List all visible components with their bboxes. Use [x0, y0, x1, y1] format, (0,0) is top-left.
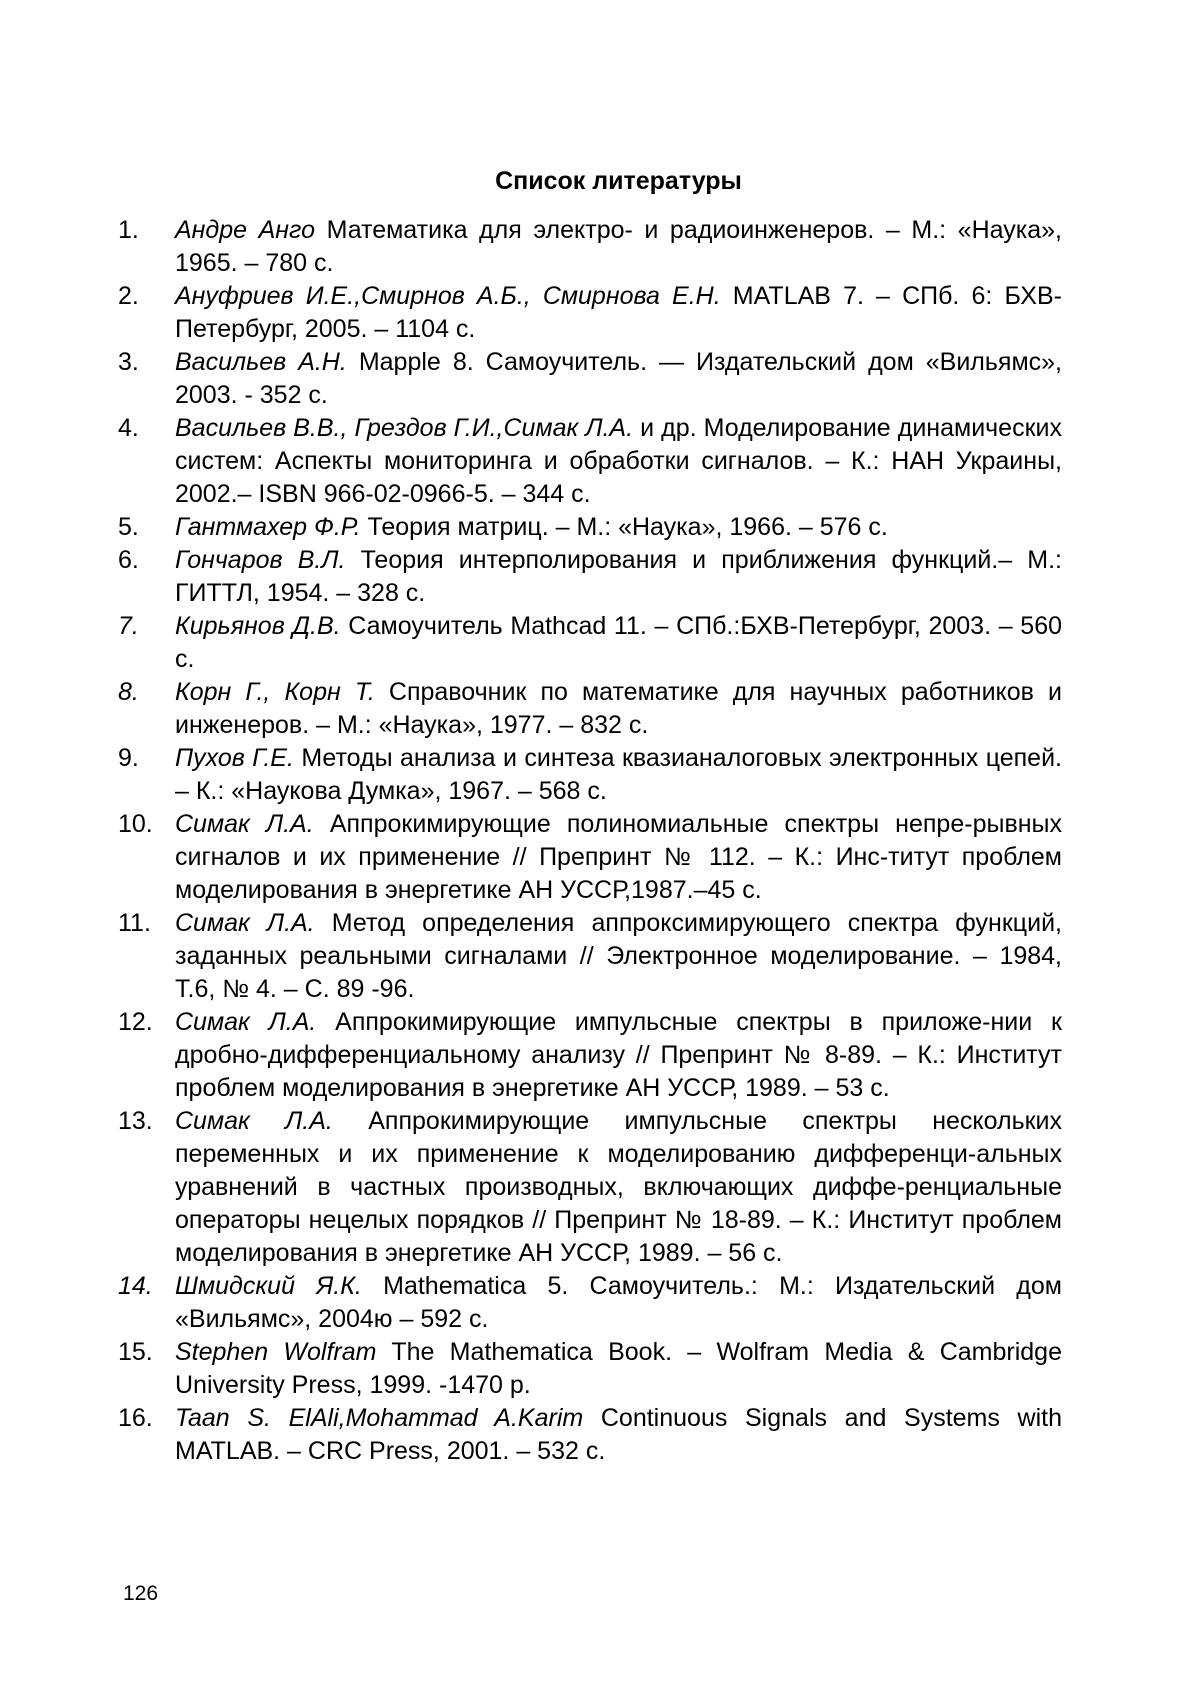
reference-text: и др. Моделирование динамических систем: Аспекты мониторинга и обработки сигналов. – К.: НАН Украины, 2002.– ISBN 966-02-0966-5. – 344 с. [175, 414, 1062, 508]
reference-number: 1. [118, 214, 139, 247]
reference-text: Continuous Signals and Systems with MATLAB. – CRC Press, 2001. – 532 с. [175, 1404, 1062, 1465]
reference-item [118, 610, 1062, 676]
reference-item [118, 907, 1062, 1006]
reference-authors: Гантмахер Ф.Р. [175, 513, 361, 541]
reference-number: 10. [118, 808, 153, 841]
reference-item [118, 742, 1062, 808]
reference-authors: Stephen Wolfram [175, 1338, 376, 1366]
reference-text: Mapple 8. Самоучитель. — Издательский дом «Вильямс», 2003. - 352 с. [175, 348, 1062, 409]
reference-authors: Шмидский Я.К. [175, 1272, 362, 1300]
reference-item [118, 1336, 1062, 1402]
reference-authors: Симак Л.А. [175, 810, 314, 838]
reference-item [118, 544, 1062, 610]
reference-number: 16. [118, 1402, 153, 1435]
reference-item [118, 1402, 1062, 1468]
reference-text: Аппрокимирующие импульсные спектры в приложе-нии к дробно-дифференциальному анализу // Препринт № 8-89. – К.: Институт проблем моделирования в энергетике АН УССР, 1989. – 53 с. [175, 1008, 1062, 1102]
reference-authors: Пухов Г.Е. [175, 744, 294, 772]
reference-authors: Кирьянов Д.В. [175, 612, 341, 640]
reference-authors: Васильев В.В., Грездов Г.И.,Симак Л.А. [175, 414, 633, 442]
reference-authors: Симак Л.А. [175, 1008, 316, 1036]
reference-text: Теория интерполирования и приближения функций.– М.: ГИТТЛ, 1954. – 328 с. [175, 546, 1062, 607]
reference-text: Теория матриц. – М.: «Наука», 1966. – 576 с. [361, 513, 888, 541]
reference-text: Математика для электро- и радиоинженеров. – М.: «Наука», 1965. – 780 с. [175, 216, 1062, 277]
reference-number: 13. [118, 1105, 153, 1138]
reference-number: 7. [118, 610, 139, 643]
reference-number: 6. [118, 544, 139, 577]
reference-authors: Симак Л.А. [175, 909, 315, 937]
reference-item [118, 1006, 1062, 1105]
reference-text: MATLAB 7. – СПб. 6: БХВ-Петербург, 2005. – 1104 с. [175, 282, 1062, 343]
reference-authors: Taan S. ElAli,Mohammad A.Karim [175, 1404, 583, 1432]
page-title: Список литературы [175, 164, 1062, 198]
reference-number: 5. [118, 511, 139, 544]
reference-authors: Гончаров В.Л. [175, 546, 345, 574]
reference-text: Mathematica 5. Самоучитель.: М.: Издательский дом «Вильямс», 2004ю – 592 с. [175, 1272, 1062, 1333]
page-number: 126 [123, 1580, 158, 1608]
reference-text: Самоучитель Mathcad 11. – СПб.:БХВ-Петербург, 2003. – 560 с. [175, 612, 1062, 673]
reference-text: Метод определения аппроксимирующего спектра функций, заданных реальными сигналами // Электронное моделирование. – 1984, Т.6, № 4. – С. 89 -96. [175, 909, 1062, 1003]
reference-list [118, 214, 1062, 1468]
reference-text: Методы анализа и синтеза квазианалоговых электронных цепей. – К.: «Наукова Думка», 1967. – 568 с. [175, 744, 1062, 805]
reference-number: 9. [118, 742, 139, 775]
reference-number: 4. [118, 412, 139, 445]
reference-item [118, 1270, 1062, 1336]
reference-number: 3. [118, 346, 139, 379]
reference-number: 15. [118, 1336, 153, 1369]
reference-item [118, 808, 1062, 907]
reference-item [118, 676, 1062, 742]
reference-item [118, 1105, 1062, 1270]
reference-number: 12. [118, 1006, 153, 1039]
reference-authors: Васильев А.Н. [175, 348, 347, 376]
reference-authors: Симак Л.А. [175, 1107, 333, 1135]
reference-item [118, 214, 1062, 280]
document-page [0, 0, 1200, 1700]
reference-number: 8. [118, 676, 139, 709]
reference-text: Справочник по математике для научных работников и инженеров. – М.: «Наука», 1977. – 832 с. [175, 678, 1062, 739]
reference-number: 11. [118, 907, 151, 940]
reference-authors: Корн Г., Корн Т. [175, 678, 375, 706]
reference-text: Аппрокимирующие полиномиальные спектры непре-рывных сигналов и их применение // Препринт № 112. – К.: Инс-титут проблем моделирования в энергетике АН УССР,1987.–45 с. [175, 810, 1062, 904]
reference-number: 2. [118, 280, 139, 313]
reference-authors: Ануфриев И.Е.,Смирнов А.Б., Смирнова Е.Н. [175, 282, 721, 310]
reference-item [118, 280, 1062, 346]
reference-item [118, 511, 1062, 544]
reference-text: The Mathematica Book. – Wolfram Media & Cambridge University Press, 1999. -1470 p. [175, 1338, 1062, 1399]
reference-item [118, 346, 1062, 412]
reference-text: Аппрокимирующие импульсные спектры нескольких переменных и их применение к моделированию дифференци-альных уравнений в частных производных, включающих диффе-ренциальные операторы нецелых порядков // Препринт № 18-89. – К.: Институт проблем моделирования в энергетике АН УССР, 1989. – 56 с. [175, 1107, 1062, 1267]
reference-authors: Андре Анго [175, 216, 315, 244]
reference-item [118, 412, 1062, 511]
reference-number: 14. [118, 1270, 153, 1303]
